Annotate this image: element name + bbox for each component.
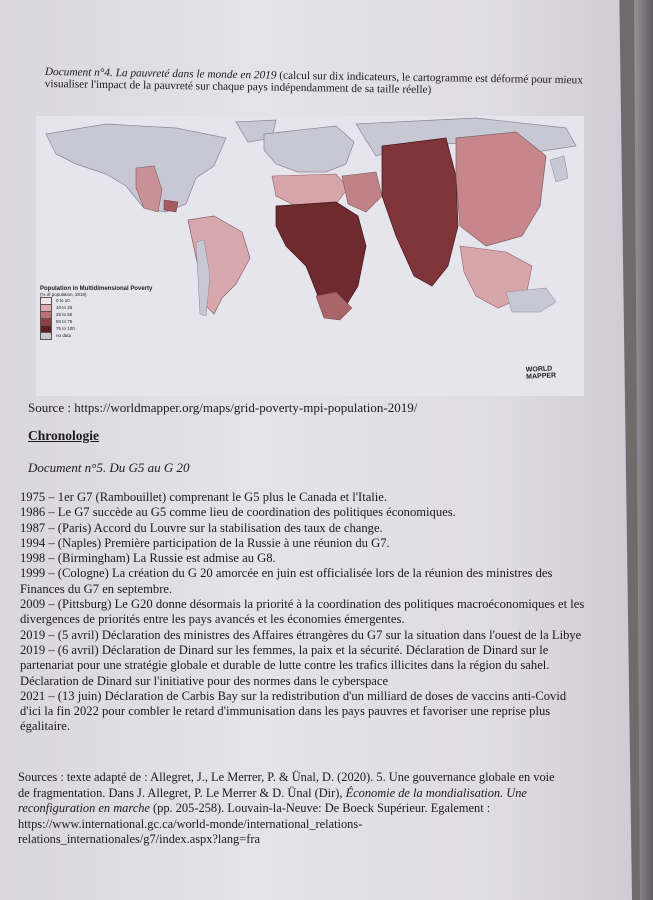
legend-item [40,311,160,318]
legend-item [40,332,160,339]
chronology-line: 2019 – (5 avril) Déclaration des ministres des Affaires étrangères du G7 sur la situation dans l'ouest de la Libye [20,627,582,642]
section-heading-chronologie: Chronologie [28,428,100,443]
sources-url-line1: https://www.international.gc.ca/world-monde/international_relations- [18,816,363,831]
legend-item [40,297,160,304]
map-legend [40,286,160,339]
chronology-line: 1998 – (Birmingham) La Russie est admise au G8. [20,551,276,566]
legend-label: no data [56,333,72,338]
legend-label: 10 to 25 [56,305,73,310]
logo-line2: MAPPER [526,372,557,381]
chronology-line: égalitaire. [20,719,70,734]
document5-title: Document n°5. Du G5 au G 20 [28,460,190,475]
document4-title: Document n°4. La pauvreté dans le monde en 2019 [44,66,277,82]
chronology-line: divergences de priorités entre les pays avancés et les économies émergentes. [20,612,405,627]
chronology-list [20,490,600,735]
legend-item [40,304,160,311]
legend-item [40,318,160,325]
text-sources [18,770,613,848]
sources-line2: de fragmentation. Dans J. Allegret, P. Le Merrer & D. Ünal (Dir), Économie de la mondialisation. Une [18,785,527,800]
legend-rows [40,297,160,339]
chronology-line: 1994 – (Naples) Première participation de la Russie à une réunion du G7. [20,535,390,550]
legend-subtitle: (% of population, 2019) [40,292,87,297]
document4-description: (calcul sur dix indicateurs, le cartogramme est déformé pour mieux visualiser l'impact de la pauvreté sur chaque pays indépendamment de sa taille réelle) [44,69,583,97]
chronology-line: Déclaration de Dinard sur l'initiative pour des normes dans le cyberspace [20,673,389,688]
chronology-line: d'ici la fin 2022 pour combler le retard d'immunisation dans les pays pauvres et favoriser une reprise plus [20,704,551,719]
legend-label: 75 to 100 [56,326,75,331]
sources-line1: Sources : texte adapté de : Allegret, J., Le Merrer, P. & Ünal, D. (2020). 5. Une gouvernance globale en voie [18,770,555,784]
poverty-cartogram [36,116,584,396]
legend-label: 0 to 10 [56,298,70,303]
sources-line3: reconfiguration en marche (pp. 205-258). Louvain-la-Neuve: De Boeck Supérieur. Egalement : [18,801,491,815]
legend-label: 50 to 75 [56,319,73,324]
sources-url-line2: relations_internationales/g7/index.aspx?lang=fra [18,832,260,846]
legend-title: Population in Multidimensional Poverty [40,286,153,292]
book-title-part2: reconfiguration en marche [18,801,150,815]
chronology-line: 2009 – (Pittsburg) Le G20 donne désormais la priorité à la coordination des politiques macroéconomiques et les [20,597,585,612]
worldmapper-logo [526,365,557,381]
logo-line1: WORLD [525,365,553,374]
legend-item [40,325,160,332]
caribbean-shape [164,200,178,212]
legend-swatch [40,332,52,340]
chronology-line: 2019 – (6 avril) Déclaration de Dinard sur les femmes, la paix et la sécurité. Déclaration de Dinard sur le [20,642,549,657]
cartogram-map [36,116,584,396]
chronology-line: 1999 – (Cologne) La création du G 20 amorcée en juin est officialisée lors de la réunion des ministres des [20,566,553,581]
book-title-part1: Économie de la mondialisation. Une [345,785,527,800]
chronology-line: 2021 – (13 juin) Déclaration de Carbis Bay sur la redistribution d'un milliard de doses de vaccins anti-Covid [20,688,567,703]
chronology-line: Finances du G7 en septembre. [20,581,173,596]
chronology-line: 1975 – 1er G7 (Rambouillet) comprenant le G5 plus le Canada et l'Italie. [20,490,388,504]
legend-label: 25 to 50 [56,312,73,317]
chronology-line: partenariat pour une stratégie globale et durable de lutte contre les trafics illicites dans la région du sahel. [20,658,550,673]
chronology-line: 1986 – Le G7 succède au G5 comme lieu de coordination des politiques économiques. [20,505,456,520]
chronology-line: 1987 – (Paris) Accord du Louvre sur la stabilisation des taux de change. [20,520,383,535]
map-source: Source : https://worldmapper.org/maps/grid-poverty-mpi-population-2019/ [28,400,418,415]
